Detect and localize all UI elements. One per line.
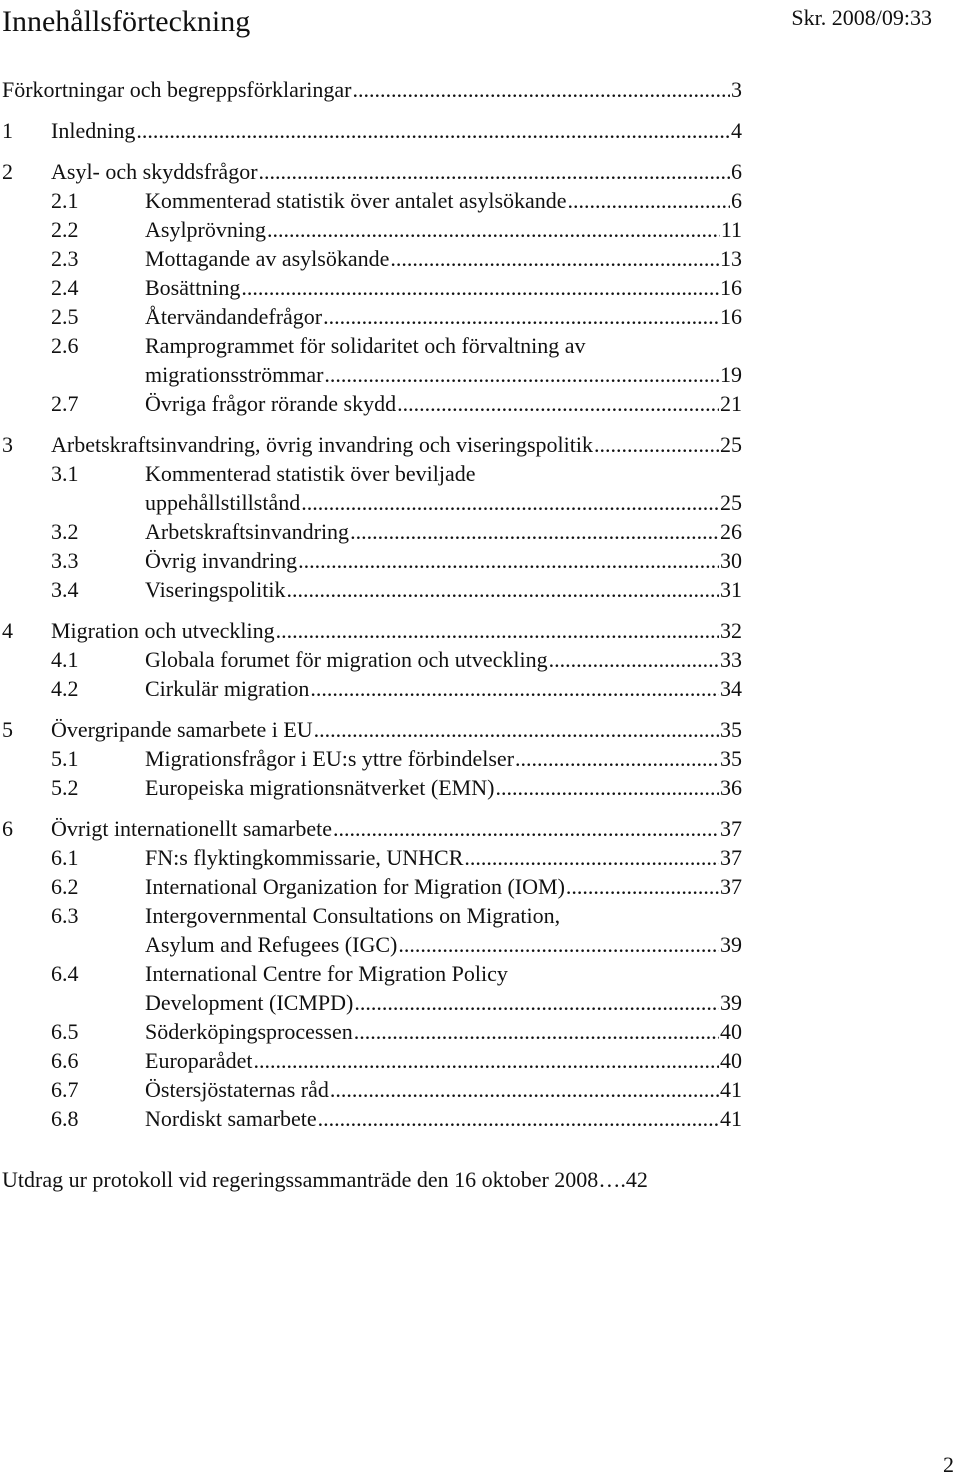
toc-entry-page: 26 <box>720 519 742 544</box>
document-reference: Skr. 2008/09:33 <box>791 5 932 30</box>
toc-entry-page: 37 <box>720 874 742 899</box>
toc-entry-number: 5.2 <box>51 775 79 800</box>
toc-entry-leader <box>352 75 730 104</box>
toc-entry-number: 3.2 <box>51 519 79 544</box>
toc-entry-page: 42 <box>625 1167 648 1192</box>
toc-entry-text: Bosättning <box>145 275 241 300</box>
toc-entry-leader <box>515 744 719 773</box>
toc-entry-number: 2.4 <box>51 275 79 300</box>
page-number: 2 <box>943 1452 954 1477</box>
toc-entry-leader <box>254 1046 720 1075</box>
toc-entry-leader <box>314 715 719 744</box>
toc-entry-number: 6.8 <box>51 1106 79 1131</box>
toc-entry[interactable] <box>2 744 742 773</box>
toc-entry[interactable] <box>2 244 742 273</box>
toc-entry[interactable] <box>2 901 742 959</box>
toc-entry-number: 2.7 <box>51 391 79 416</box>
toc-entry-number: 2.6 <box>51 333 79 358</box>
toc-entry-text: Arbetskraftsinvandring, övrig invandring och viseringspolitik <box>51 432 593 457</box>
toc-entry-page: 16 <box>720 275 742 300</box>
toc-entry-page: 25 <box>720 432 742 457</box>
toc-entry-page: 34 <box>720 676 742 701</box>
toc-entry[interactable] <box>2 1075 742 1104</box>
toc-entry[interactable] <box>2 459 742 517</box>
toc-entry-text: Kommenterad statistik över beviljade <box>145 461 476 486</box>
toc-entry-text: Övrig invandring <box>145 548 298 573</box>
toc-entry-number: 3.1 <box>51 461 79 486</box>
toc-entry[interactable] <box>2 872 742 901</box>
toc-entry[interactable] <box>2 1046 742 1075</box>
toc-entry-page: 32 <box>720 618 742 643</box>
toc-entry-text: Asylprövning <box>145 217 266 242</box>
toc-entry-number: 4.1 <box>51 647 79 672</box>
toc-entry-leader <box>350 517 719 546</box>
toc-entry-text: Kommenterad statistik över antalet asylsökande <box>145 188 567 213</box>
toc-entry[interactable] <box>2 302 742 331</box>
toc-entry-number: 4 <box>2 618 13 643</box>
toc-entry-page: 6 <box>731 159 742 184</box>
toc-entry-number: 3 <box>2 432 13 457</box>
toc-entry-text: Övriga frågor rörande skydd <box>145 391 397 416</box>
toc-entry-page: 40 <box>720 1019 742 1044</box>
toc-entry-page: 39 <box>720 932 742 957</box>
toc-entry[interactable] <box>2 430 742 459</box>
toc-entry-leader <box>549 645 719 674</box>
toc-entry[interactable] <box>2 773 742 802</box>
toc-entry-text: Östersjöstaternas råd <box>145 1077 329 1102</box>
toc-entry-leader <box>136 116 730 145</box>
toc-entry-leader <box>318 1104 719 1133</box>
toc-entry[interactable] <box>2 843 742 872</box>
toc-entry-text: International Organization for Migration (IOM) <box>145 874 565 899</box>
toc-entry[interactable] <box>2 273 742 302</box>
toc-entry-text-continued: Asylum and Refugees (IGC) <box>145 932 398 957</box>
toc-entry-text: International Centre for Migration Policy <box>145 961 508 986</box>
toc-entry-leader <box>286 575 719 604</box>
toc-entry-leader <box>398 930 719 959</box>
toc-entry[interactable] <box>2 616 742 645</box>
toc-entry-text: Söderköpingsprocessen <box>145 1019 353 1044</box>
toc-entry-text: Migration och utveckling <box>51 618 275 643</box>
toc-entry-leader <box>354 1017 719 1046</box>
toc-entry-leader <box>324 360 719 389</box>
toc-entry-number: 6.2 <box>51 874 79 899</box>
toc-entry[interactable] <box>2 1104 742 1133</box>
toc-entry-text: Viseringspolitik <box>145 577 286 602</box>
toc-entry-leader <box>333 814 719 843</box>
toc-entry-text: Ramprogrammet för solidaritet och förvaltning av <box>145 333 586 358</box>
toc-entry-number: 2.1 <box>51 188 79 213</box>
toc-entry-page: 31 <box>720 577 742 602</box>
toc-entry-number: 6.3 <box>51 903 79 928</box>
toc-entry-page: 11 <box>720 217 742 242</box>
page-title: Innehållsförteckning <box>2 5 251 38</box>
toc-entry-number: 1 <box>2 118 13 143</box>
toc-entry-leader <box>241 273 719 302</box>
toc-entry-leader <box>397 389 719 418</box>
toc-entry-text: FN:s flyktingkommissarie, UNHCR <box>145 845 464 870</box>
toc-entry[interactable] <box>2 546 742 575</box>
toc-entry-page: 41 <box>720 1106 742 1131</box>
toc-entry-page: 21 <box>720 391 742 416</box>
toc-entry-text-continued: Development (ICMPD) <box>145 990 354 1015</box>
toc-entry-text-continued: migrationsströmmar <box>145 362 324 387</box>
toc-entry-page: 36 <box>720 775 742 800</box>
toc-entry-text: Mottagande av asylsökande <box>145 246 390 271</box>
toc-entry-page: 30 <box>720 548 742 573</box>
toc-entry[interactable] <box>2 75 742 104</box>
toc-entry-page: 35 <box>720 746 742 771</box>
toc-entry-leader <box>259 157 730 186</box>
toc-entry-page: 37 <box>720 845 742 870</box>
toc-entry[interactable] <box>2 959 742 1017</box>
toc-entry-text: Europeiska migrationsnätverket (EMN) <box>145 775 495 800</box>
toc-entry-number: 3.4 <box>51 577 79 602</box>
toc-entry-page: 6 <box>731 188 742 213</box>
toc-entry-page: 37 <box>720 816 742 841</box>
toc-entry-leader <box>301 488 719 517</box>
toc-entry-page: 3 <box>731 77 742 102</box>
toc-entry-text: Asyl- och skyddsfrågor <box>51 159 258 184</box>
toc-entry-leader <box>566 872 719 901</box>
toc-entry-leader <box>310 674 719 703</box>
toc-entry-page: 16 <box>720 304 742 329</box>
toc-entry[interactable] <box>2 715 742 744</box>
toc-entry[interactable] <box>2 331 742 389</box>
toc-entry-page: 19 <box>720 362 742 387</box>
toc-entry-number: 6.5 <box>51 1019 79 1044</box>
toc-entry-text: Inledning <box>51 118 136 143</box>
toc-entry-number: 6 <box>2 816 13 841</box>
toc-entry[interactable] <box>2 186 742 215</box>
toc-entry-text: Arbetskraftsinvandring <box>145 519 350 544</box>
toc-entry-leader <box>276 616 719 645</box>
toc-entry-number: 6.6 <box>51 1048 79 1073</box>
toc-entry-number: 4.2 <box>51 676 79 701</box>
toc-entry-page: 35 <box>720 717 742 742</box>
toc-entry[interactable] <box>2 575 742 604</box>
toc-entry-page: 4 <box>731 118 742 143</box>
toc-entry-text: Cirkulär migration <box>145 676 310 701</box>
toc-entry-number: 2.3 <box>51 246 79 271</box>
toc-entry[interactable] <box>2 645 742 674</box>
toc-entry-text: Globala forumet för migration och utveckling <box>145 647 548 672</box>
toc-entry[interactable] <box>2 389 742 418</box>
toc-entry-page: 39 <box>720 990 742 1015</box>
toc-entry-number: 5.1 <box>51 746 79 771</box>
toc-entry-text: Övergripande samarbete i EU <box>51 717 313 742</box>
toc-entry-text: Övrigt internationellt samarbete <box>51 816 333 841</box>
toc-entry-page: 25 <box>720 490 742 515</box>
toc-entry-text: Nordiskt samarbete <box>145 1106 317 1131</box>
toc-entry-number: 2 <box>2 159 13 184</box>
toc-entry-number: 6.4 <box>51 961 79 986</box>
toc-entry[interactable] <box>2 116 742 145</box>
toc-entry[interactable] <box>2 517 742 546</box>
toc-entry-text: Förkortningar och begreppsförklaringar <box>2 77 352 102</box>
toc-entry-text: Europarådet <box>145 1048 253 1073</box>
toc-entry-leader <box>594 430 719 459</box>
toc-entry-number: 6.7 <box>51 1077 79 1102</box>
toc-entry[interactable] <box>2 215 742 244</box>
toc-entry[interactable] <box>2 674 742 703</box>
toc-entry[interactable] <box>2 1017 742 1046</box>
toc-entry-leader <box>330 1075 719 1104</box>
toc-entry-number: 6.1 <box>51 845 79 870</box>
toc-entry-leader <box>267 215 720 244</box>
toc-entry[interactable] <box>2 814 742 843</box>
toc-entry[interactable] <box>2 157 742 186</box>
toc-entry-number: 3.3 <box>51 548 79 573</box>
toc-entry-number: 2.5 <box>51 304 79 329</box>
toc-entry-leader <box>495 773 719 802</box>
toc-entry-leader: …. <box>598 1167 626 1192</box>
toc-entry-leader <box>568 186 730 215</box>
toc-entry-text: Utdrag ur protokoll vid regeringssammanträde den 16 oktober 2008 <box>2 1167 599 1192</box>
toc-entry-page: 13 <box>720 246 742 271</box>
toc-entry-number: 5 <box>2 717 13 742</box>
toc-entry-leader <box>464 843 719 872</box>
toc-entry-page: 33 <box>720 647 742 672</box>
toc-entry-text: Intergovernmental Consultations on Migration, <box>145 903 561 928</box>
toc-entry-page: 40 <box>720 1048 742 1073</box>
toc-entry-protocol-excerpt[interactable] <box>2 1165 742 1194</box>
toc-entry-leader <box>390 244 719 273</box>
toc-entry-text: Återvändandefrågor <box>145 304 323 329</box>
toc-entry-leader <box>323 302 719 331</box>
toc-entry-text: Migrationsfrågor i EU:s yttre förbindelser <box>145 746 515 771</box>
toc-entry-text-continued: uppehållstillstånd <box>145 490 301 515</box>
toc-entry-leader <box>354 988 719 1017</box>
toc-entry-leader <box>298 546 719 575</box>
toc-entry-page: 41 <box>720 1077 742 1102</box>
toc-entry-number: 2.2 <box>51 217 79 242</box>
